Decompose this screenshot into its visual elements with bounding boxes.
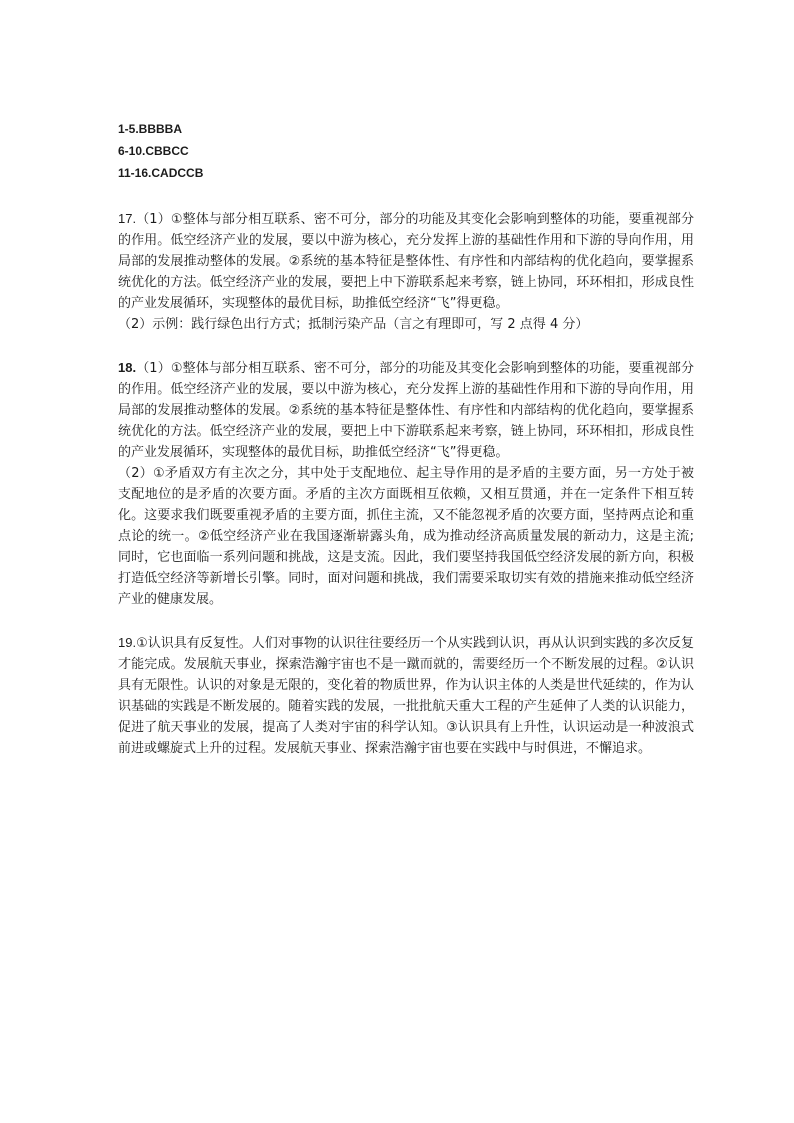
question-19-text: ①认识具有反复性。人们对事物的认识往往要经历一个从实践到认识，再从认识到实践的多次反复才能完成。发展航天事业，探索浩瀚宇宙也不是一蹴而就的，需要经历一个不断发展的过程。②认识具有无限性。认识的对象是无限的，变化着的物质世界，作为认识主体的人类是世代延续的，作为认识基础的实践是不断发展的。随着实践的发展，一批批航天重大工程的产生延伸了人类的认识能力，促进了航天事业的发展，提高了人类对宇宙的科学认知。③认识具有上升性，认识运动是一种波浪式前进或螺旋式上升的过程。发展航天事业、探索浩瀚宇宙也要在实践中与时俱进，不懈追求。 bbox=[118, 636, 694, 756]
question-18-part-1-text: （1）①整体与部分相互联系、密不可分，部分的功能及其变化会影响到整体的功能，要重视部分的作用。低空经济产业的发展，要以中游为核心，充分发挥上游的基础性作用和下游的导向作用，用局部的发展推动整体的发展。②系统的基本特征是整体性、有序性和内部结构的优化趋向，要掌握系统优化的方法。低空经济产业的发展，要把上中下游联系起来考察，链上协同，环环相扣，形成良性的产业发展循环，实现整体的最优目标，助推低空经济“飞”得更稳。 bbox=[118, 361, 694, 460]
question-17-part-1 bbox=[118, 208, 694, 314]
question-19-body bbox=[118, 632, 694, 759]
answer-key-6-10: 6-10.CBBCC bbox=[118, 144, 189, 158]
question-19 bbox=[118, 632, 694, 759]
question-18-part-2: （2）①矛盾双方有主次之分，其中处于支配地位、起主导作用的是矛盾的主要方面，另一方处于被支配地位的是矛盾的次要方面。矛盾的主次方面既相互依赖，又相互贯通，并在一定条件下相互转化。这要求我们既要重视矛盾的主要方面，抓住主流，又不能忽视矛盾的次要方面，坚持两点论和重点论的统一。②低空经济产业在我国逐渐崭露头角，成为推动经济高质量发展的新动力，这是主流; 同时，它也面临一系列问题和挑战，这是支流。因此，我们要坚持我国低空经济发展的新方向，积极打造低空经济等新增长引擎。同时，面对问题和挑战，我们需要采取切实有效的措施来推动低空经济产业的健康发展。 bbox=[118, 466, 694, 607]
question-17 bbox=[118, 208, 694, 335]
question-18-part-1 bbox=[118, 357, 694, 463]
question-17-number: 17. bbox=[118, 211, 137, 226]
question-19-number: 19. bbox=[118, 635, 137, 650]
answer-key-1-5: 1-5.BBBBA bbox=[118, 122, 183, 136]
question-17-part-1-text: （1）①整体与部分相互联系、密不可分，部分的功能及其变化会影响到整体的功能，要重视部分的作用。低空经济产业的发展，要以中游为核心，充分发挥上游的基础性作用和下游的导向作用，用局部的发展推动整体的发展。②系统的基本特征是整体性、有序性和内部结构的优化趋向，要掌握系统优化的方法。低空经济产业的发展，要把上中下游联系起来考察，链上协同，环环相扣，形成良性的产业发展循环，实现整体的最优目标，助推低空经济“飞”得更稳。 bbox=[118, 212, 694, 311]
question-17-part-2: （2）示例：践行绿色出行方式；抵制污染产品（言之有理即可，写 2 点得 4 分） bbox=[118, 317, 589, 332]
answer-key-11-16: 11-16.CADCCB bbox=[118, 166, 204, 180]
multiple-choice-answer-keys bbox=[118, 118, 694, 184]
question-18 bbox=[118, 357, 694, 610]
question-18-number: 18. bbox=[118, 360, 137, 375]
